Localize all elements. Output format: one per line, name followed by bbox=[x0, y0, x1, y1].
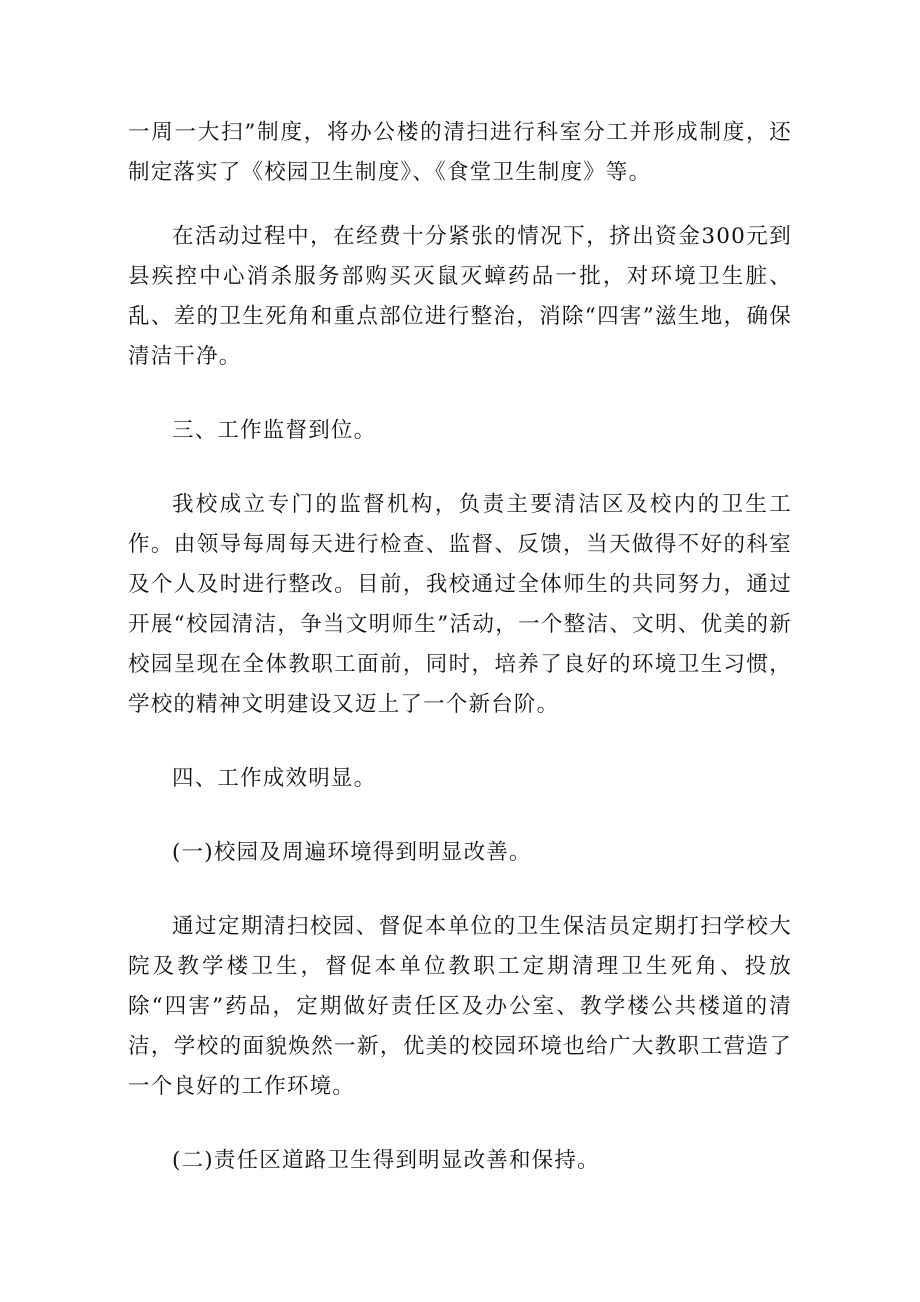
subheading-campus-environment: (一)校园及周遍环境得到明显改善。 bbox=[172, 840, 532, 865]
section-heading-results: 四、工作成效明显。 bbox=[172, 766, 377, 791]
paragraph-supervision: 我校成立专门的监督机构，负责主要清洁区及校内的卫生工作。由领导每周每天进行检查、监督、反馈，当天做得不好的科室及个人及时进行整改。目前，我校通过全体师生的共同努力，通过开展“校园清洁，争当文明师生”活动，一个整洁、文明、优美的新校园呈现在全体教职工面前，同时，培养了良好的环境卫生习惯，学校的精神文明建设又迈上了一个新台阶。 bbox=[128, 492, 792, 717]
paragraph-continuation: 一周一大扫”制度，将办公楼的清扫进行科室分工并形成制度，还制定落实了《校园卫生制度》、《食堂卫生制度》等。 bbox=[128, 120, 792, 185]
document-body bbox=[128, 113, 792, 1181]
paragraph-activity-funding: 在活动过程中，在经费十分紧张的情况下，挤出资金300元到县疾控中心消杀服务部购买灭鼠灭蟑药品一批，对环境卫生脏、乱、差的卫生死角和重点部位进行整治，消除“四害”滋生地，确保清洁干净。 bbox=[128, 224, 792, 369]
paragraph-campus-environment: 通过定期清扫校园、督促本单位的卫生保洁员定期打扫学校大院及教学楼卫生，督促本单位教职工定期清理卫生死角、投放除“四害”药品，定期做好责任区及办公室、教学楼公共楼道的清洁，学校的面貌焕然一新，优美的校园环境也给广大教职工营造了一个良好的工作环境。 bbox=[128, 914, 792, 1099]
section-heading-supervision: 三、工作监督到位。 bbox=[172, 418, 377, 443]
subheading-road-hygiene: (二)责任区道路卫生得到明显改善和保持。 bbox=[172, 1148, 600, 1173]
